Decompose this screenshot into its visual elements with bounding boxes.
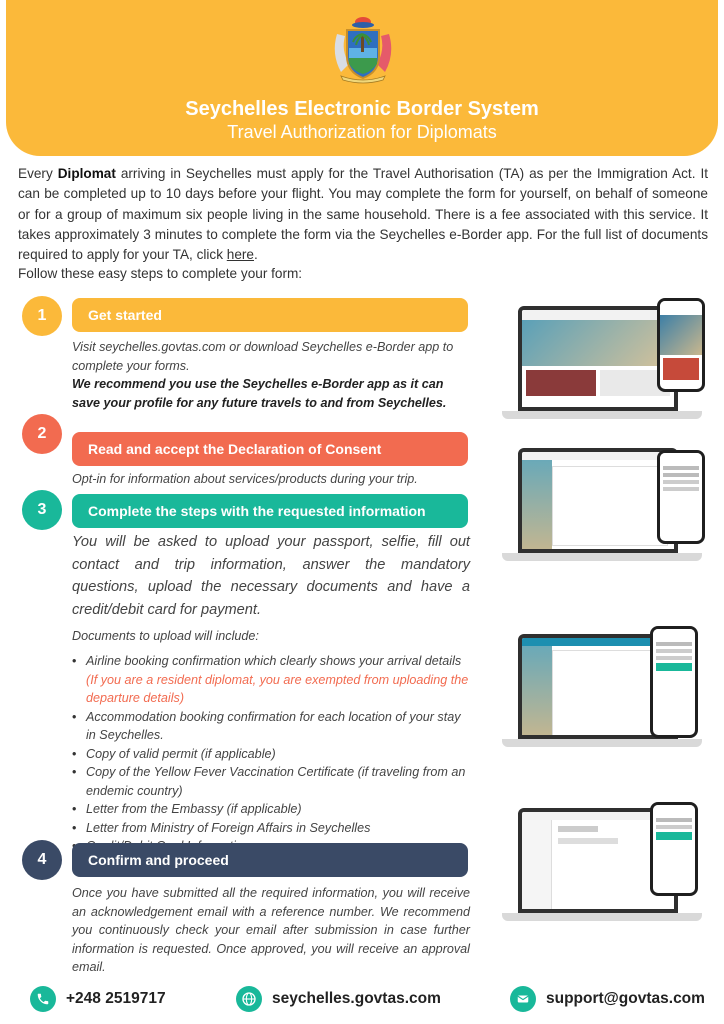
page-title: Seychelles Electronic Border System <box>185 98 539 120</box>
phone-mockup <box>650 802 698 896</box>
document-item: • Letter from the Embassy (if applicable) <box>72 800 470 819</box>
documents-list <box>72 652 470 856</box>
step-2-title: Read and accept the Declaration of Consent <box>72 432 468 466</box>
app-screenshot-2 <box>502 440 704 570</box>
step-1-recommendation: We recommend you use the Seychelles e-Border app as it can save your profile for any future travels to and from Seychelles. <box>72 377 447 410</box>
website-url: seychelles.govtas.com <box>272 990 441 1007</box>
step-1-number: 1 <box>22 296 62 336</box>
step-3-text: You will be asked to upload your passport, selfie, fill out contact and trip information, answer the mandatory questions, upload the necessary documents and have a credit/debit card for payment. <box>72 534 470 618</box>
laptop-base <box>502 739 702 747</box>
phone-mockup <box>657 450 705 544</box>
phone-mockup <box>650 626 698 738</box>
documents-intro: Documents to upload will include: <box>72 629 259 643</box>
document-item: • Copy of valid permit (if applicable) <box>72 745 470 764</box>
documents-link[interactable]: here <box>226 247 254 263</box>
phone-mockup <box>657 298 705 392</box>
step-1-title: Get started <box>72 298 468 332</box>
step-2-text: Opt-in for information about services/products during your trip. <box>72 472 418 486</box>
step-1-text: Visit seychelles.govtas.com or download Seychelles e-Border app to complete your forms. We recommend you use the Seychelles e-Border app as it can save your profile for any future travels to and from Seychelles. <box>72 340 454 410</box>
footer-email[interactable] <box>510 986 705 1012</box>
document-item: • Copy of the Yellow Fever Vaccination Certificate (if traveling from an endemic country) <box>72 763 470 800</box>
phone-icon <box>30 986 56 1012</box>
step-4-number: 4 <box>22 840 62 880</box>
laptop-base <box>502 411 702 419</box>
resident-diplomat-note: (If you are a resident diplomat, you are exempted from uploading the departure details) <box>86 672 469 705</box>
step-3-number: 3 <box>22 490 62 530</box>
laptop-base <box>502 553 702 561</box>
step-4-text: Once you have submitted all the required information, you will receive an acknowledgement email with a reference number. We recommend you continuously check your email after submission in case further information is requested. Once approved, you will receive an approval email. <box>72 886 470 974</box>
intro-paragraph: Every Diplomat arriving in Seychelles must apply for the Travel Authorisation (TA) as per the Immigration Act. It can be completed up to 10 days before your flight. You may complete the form for yourself, on behalf of someone or for a group of maximum six people living in the same household. There is a fee associated with this service. It takes approximately 3 minutes to complete the form via the Seychelles e-Border app. For the full list of documents required to apply for your TA, click here. <box>18 166 708 263</box>
email-icon <box>510 986 536 1012</box>
app-screenshot-4 <box>502 800 704 930</box>
step-4-title: Confirm and proceed <box>72 843 468 877</box>
phone-number: +248 2519717 <box>66 990 166 1007</box>
step-3-title: Complete the steps with the requested information <box>72 494 468 528</box>
document-item: • Accommodation booking confirmation for each location of your stay in Seychelles. <box>72 708 470 745</box>
coat-of-arms-emblem <box>327 14 399 86</box>
footer-phone[interactable] <box>30 986 166 1012</box>
email-address: support@govtas.com <box>546 990 705 1007</box>
footer-website[interactable] <box>236 986 441 1012</box>
document-item: • Airline booking confirmation which clearly shows your arrival details (If you are a resident diplomat, you are exempted from uploading the departure details) <box>72 652 470 708</box>
document-item: • Letter from Ministry of Foreign Affairs in Seychelles <box>72 819 470 838</box>
page-subtitle: Travel Authorization for Diplomats <box>227 122 497 142</box>
steps-intro: Follow these easy steps to complete your form: <box>18 266 303 281</box>
globe-icon <box>236 986 262 1012</box>
laptop-screen <box>518 448 678 553</box>
laptop-base <box>502 913 702 921</box>
step-2-number: 2 <box>22 414 62 454</box>
diplomat-emphasis: Diplomat <box>57 166 116 181</box>
app-screenshot-1 <box>502 298 704 428</box>
app-screenshot-3 <box>502 626 704 756</box>
laptop-screen <box>518 306 678 411</box>
